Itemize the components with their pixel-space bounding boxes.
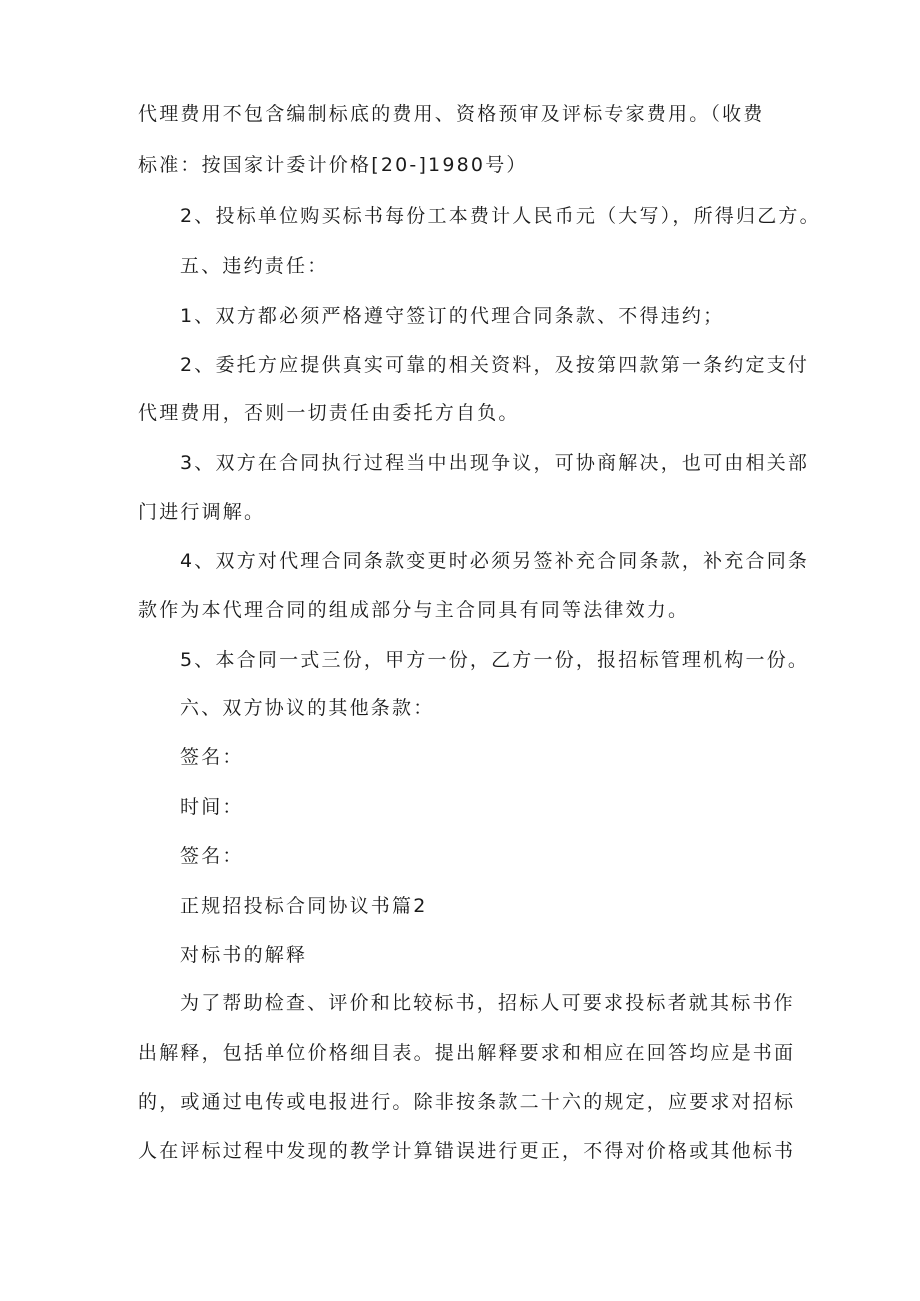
paragraph-line: 代理费用不包含编制标底的费用、资格预审及评标专家费用。（收费 [138,103,765,125]
paragraph-line: 出解释，包括单位价格细目表。提出解释要求和相应在回答均应是书面 [138,1042,796,1064]
document-subtitle: 正规招投标合同协议书篇2 [180,895,428,917]
paragraph-line: 为了帮助检查、评价和比较标书，招标人可要求投标者就其标书作 [180,992,795,1014]
paragraph-line: 的，或通过电传或电报进行。除非按条款二十六的规定，应要求对招标 [138,1091,796,1113]
paragraph-line: 3、双方在合同执行过程当中出现争议，可协商解决，也可由相关部 [180,452,810,474]
paragraph-line: 2、委托方应提供真实可靠的相关资料，及按第四款第一条约定支付 [180,354,810,376]
paragraph-line: 款作为本代理合同的组成部分与主合同具有同等法律效力。 [138,599,690,621]
section-heading: 六、双方协议的其他条款： [180,697,435,719]
section-heading: 五、违约责任： [180,255,329,277]
paragraph-line: 4、双方对代理合同条款变更时必须另签补充合同条款，补充合同条 [180,550,810,572]
paragraph-line: 5、本合同一式三份，甲方一份，乙方一份，报招标管理机构一份。 [180,649,810,671]
paragraph-line: 人在评标过程中发现的教学计算错误进行更正，不得对价格或其他标书 [138,1140,796,1162]
paragraph-line: 门进行调解。 [138,501,266,523]
section-heading: 对标书的解释 [180,944,308,966]
date-label: 时间： [180,796,244,818]
paragraph-line: 代理费用，否则一切责任由委托方自负。 [138,402,520,424]
paragraph-line: 标准：按国家计委计价格[20-]1980号） [138,154,528,176]
paragraph-line: 2、投标单位购买标书每份工本费计人民币元（大写），所得归乙方。 [180,205,821,227]
signature-label: 签名： [180,845,244,867]
signature-label: 签名： [180,746,244,768]
paragraph-line: 1、双方都必须严格遵守签订的代理合同条款、不得违约； [180,305,725,327]
